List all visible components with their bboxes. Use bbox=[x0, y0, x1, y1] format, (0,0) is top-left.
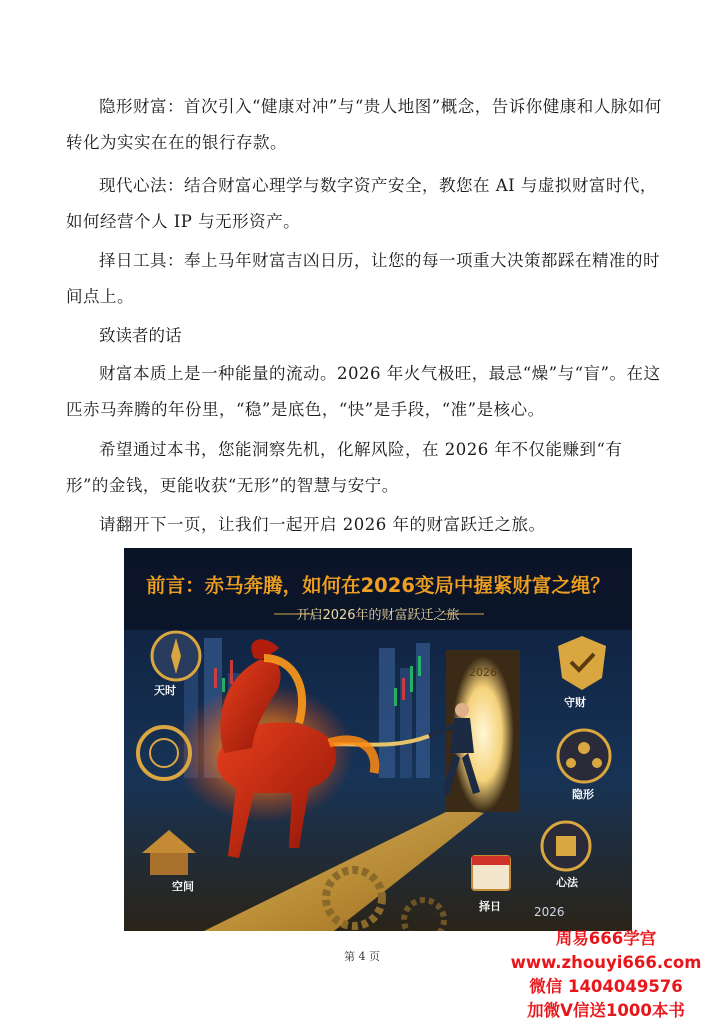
page-number: 第 4 页 bbox=[344, 950, 380, 963]
door-year: 2026 bbox=[469, 666, 497, 679]
label-shoucai: 守财 bbox=[564, 696, 586, 709]
paragraph-reader-3: 请翻开下一页，让我们一起开启 2026 年的财富跃迁之旅。 bbox=[99, 515, 546, 534]
label-kongjian: 空间 bbox=[172, 880, 194, 893]
poster-title: 前言：赤马奔腾，如何在2026变局中握紧财富之绳？ bbox=[146, 574, 610, 597]
paragraph-date-tool: 择日工具：奉上马年财富吉凶日历，让您的每一项重大决策都踩在精准的时间点上。 bbox=[66, 251, 660, 306]
paragraph-reader-2: 希望通过本书，您能洞察先机，化解风险，在 2026 年不仅能赚到“有形”的金钱，更能收获“无形”的智慧与安宁。 bbox=[66, 440, 623, 495]
network-people-icon bbox=[558, 730, 610, 782]
paragraph-hidden-wealth: 隐形财富：首次引入“健康对冲”与“贵人地图”概念，告诉你健康和人脉如何转化为实实在在的银行存款。 bbox=[66, 97, 662, 152]
promo-line-4: 加微V信送1000本书 bbox=[527, 1001, 685, 1020]
label-zeri: 择日 bbox=[479, 900, 501, 913]
label-yinxing: 隐形 bbox=[572, 788, 594, 801]
section-heading: 致读者的话 bbox=[99, 326, 182, 345]
label-tianshi: 天时 bbox=[154, 684, 176, 697]
preface-poster-image bbox=[124, 548, 632, 931]
poster-subtitle: 开启2026年的财富跃迁之旅 bbox=[296, 608, 460, 623]
promo-line-3: 微信 1404049576 bbox=[529, 977, 683, 996]
brain-chip-icon bbox=[542, 822, 590, 870]
paragraph-reader-1: 财富本质上是一种能量的流动。2026 年火气极旺，最忌“燥”与“盲”。在这匹赤马奔腾的年份里，“稳”是底色，“快”是手段，“准”是核心。 bbox=[66, 364, 661, 419]
calendar-icon bbox=[472, 856, 510, 890]
label-xinfa: 心法 bbox=[556, 876, 578, 889]
paragraph-modern-mindset: 现代心法：结合财富心理学与数字资产安全，教您在 AI 与虚拟财富时代，如何经营个人 IP 与无形资产。 bbox=[66, 176, 657, 231]
floor-year: 2026 bbox=[534, 905, 565, 919]
promo-line-1: 周易666学宫 bbox=[555, 929, 657, 948]
tianshi-compass-icon bbox=[152, 632, 200, 680]
promo-line-2: www.zhouyi666.com bbox=[510, 953, 702, 972]
promo-watermark bbox=[496, 927, 716, 1023]
